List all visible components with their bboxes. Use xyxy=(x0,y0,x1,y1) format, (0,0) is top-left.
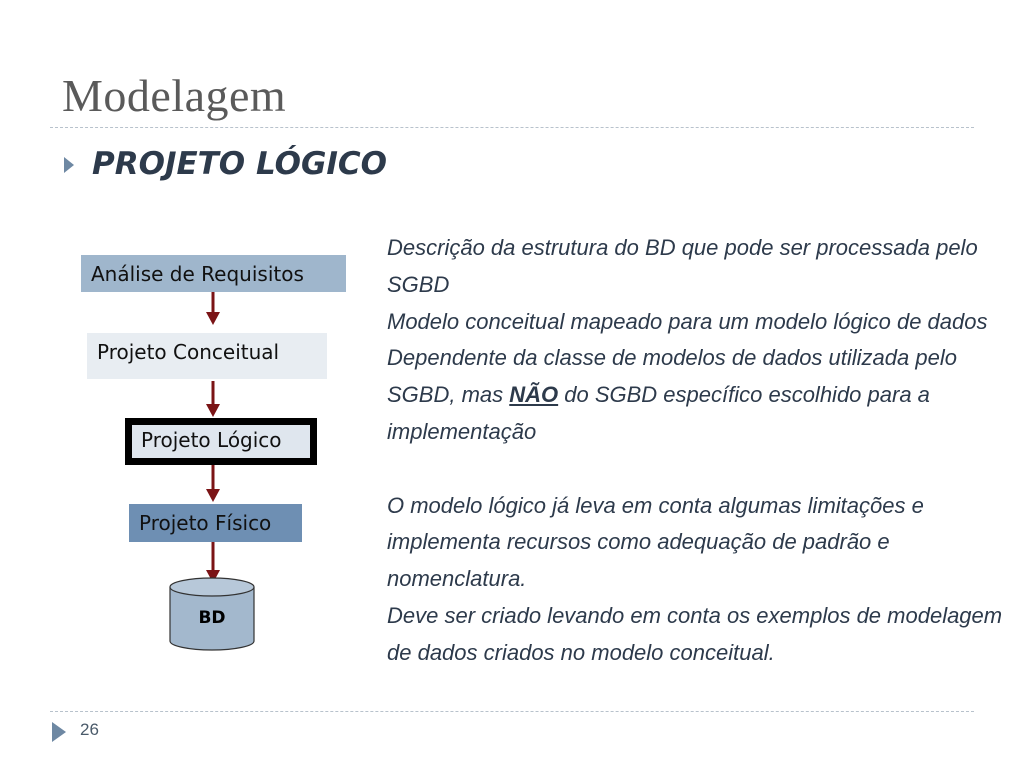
step-projeto-logico: Projeto Lógico xyxy=(132,425,310,458)
arrow-down-icon xyxy=(205,292,221,326)
paragraph: O modelo lógico já leva em conta algumas limitações e implementa recursos como adequação de padrão e nomenclatura. xyxy=(387,492,924,592)
paragraph-text: Dependente da classe de modelos de dados utilizada pelo SGBD, mas xyxy=(387,345,957,408)
paragraph-text: do SGBD específico escolhido para a implementação xyxy=(387,382,930,444)
paragraph: Deve ser criado levando em conta os exemplos de modelagem de dados criados no modelo conceitual. xyxy=(387,602,1003,665)
slide-title: Modelagem xyxy=(62,70,287,121)
title-divider xyxy=(50,127,974,128)
slide-subtitle: PROJETO LÓGICO xyxy=(92,146,388,182)
paragraph: Descrição da estrutura do BD que pode ser processada pelo SGBD xyxy=(387,235,978,297)
step-analise-requisitos: Análise de Requisitos xyxy=(81,255,346,292)
footer-arrow-icon xyxy=(52,722,66,742)
step-projeto-fisico: Projeto Físico xyxy=(129,504,302,542)
page-number: 26 xyxy=(80,720,99,739)
emphasis-nao: NÃO xyxy=(509,382,559,408)
arrow-down-icon xyxy=(205,381,221,418)
paragraph xyxy=(387,340,1023,450)
content-text xyxy=(387,230,1023,672)
footer-divider xyxy=(50,711,974,712)
arrow-down-icon xyxy=(205,465,221,503)
paragraph: Modelo conceitual mapeado para um modelo lógico de dados xyxy=(387,308,988,334)
step-projeto-conceitual: Projeto Conceitual xyxy=(87,333,327,379)
database-label: BD xyxy=(198,608,226,628)
paragraph-gap xyxy=(387,451,1023,488)
step-projeto-logico-frame xyxy=(125,418,317,465)
bullet-arrow-icon xyxy=(64,157,74,173)
